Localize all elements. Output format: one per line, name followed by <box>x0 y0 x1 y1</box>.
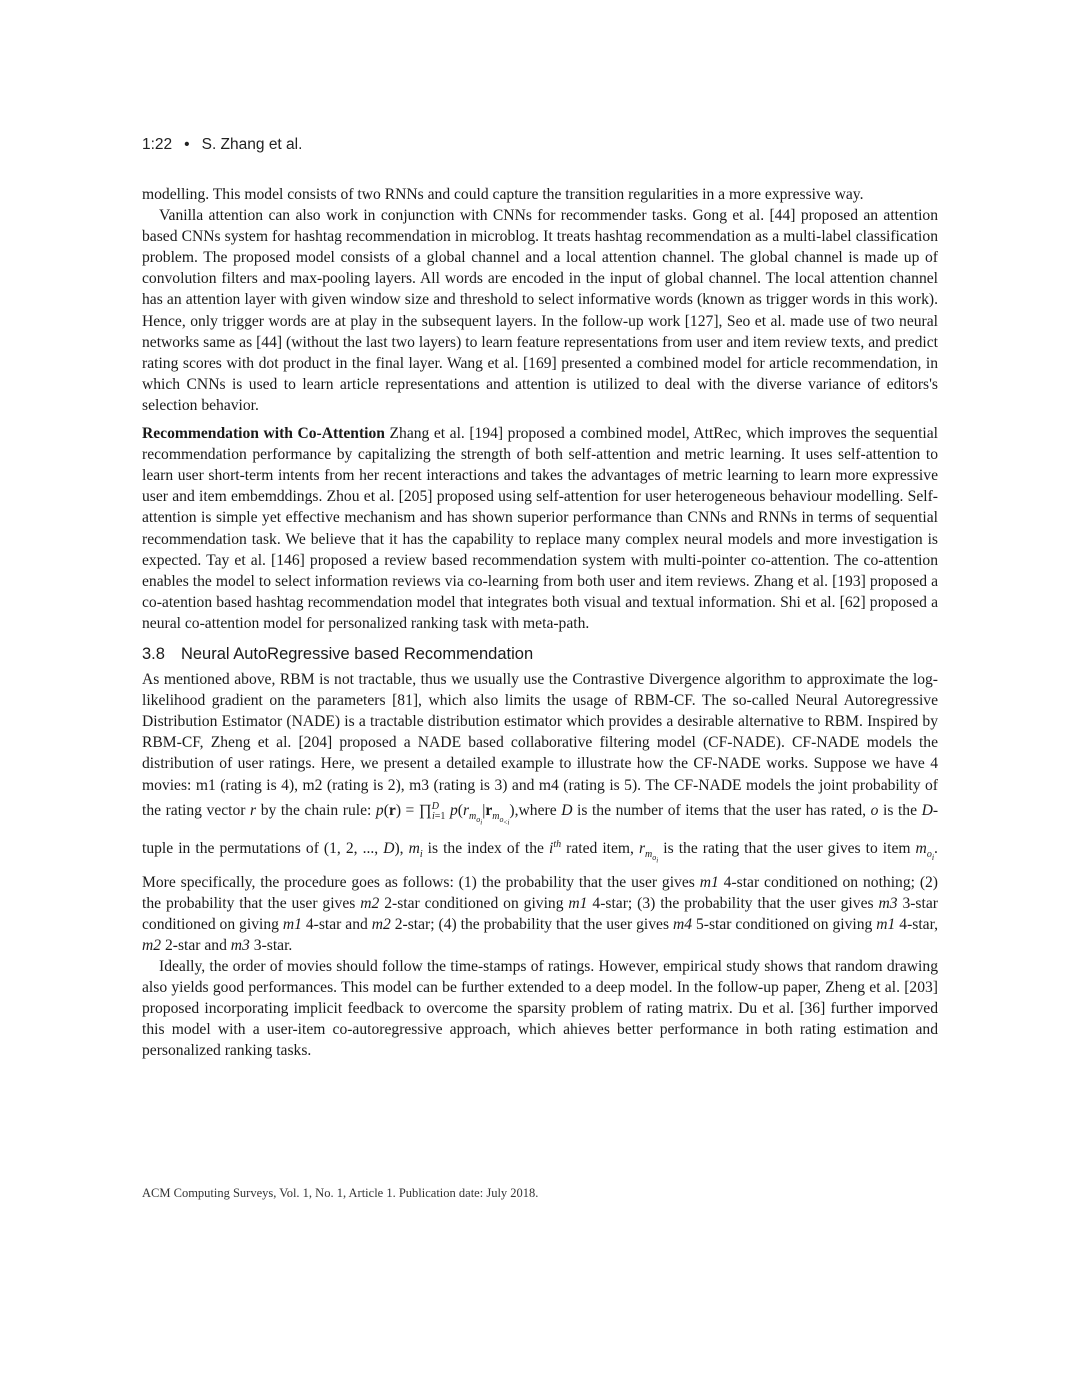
run-in-heading-co-attention: Recommendation with Co-Attention <box>142 425 385 443</box>
math-m-i: $m_i$ <box>408 839 423 860</box>
page-footer: ACM Computing Surveys, Vol. 1, No. 1, Article 1. Publication date: July 2018. <box>142 1186 539 1200</box>
paragraph-vanilla-attention-cnn: Vanilla attention can also work in conjunction with CNNs for recommender tasks. Gong et al. [44] proposed an attention based CNNs system for hashtag recommendation in microblog. It treats hashtag recommendation as a multi-label classification problem. The proposed model consists of a global channel and a local attention channel. The global channel is made up of convolution filters and max-pooling layers. All words are encoded in the input of global channel. The local attention channel has an attention layer with given window size and threshold to select informative words (known as trigger words in this work). Hence, only trigger words are at play in the subsequent layers. In the follow-up work [127], Seo et al. made use of two neural networks same as [44] (without the last two layers) to learn feature representations from user and item review texts, and predict rating scores with dot product in the final layer. Wang et al. [169] presented a combined model for article recommendation, in which CNNs is used to learn article representations and attention is utilized to deal with the diverse variance of editors's selection behavior. <box>142 207 938 414</box>
section-heading <box>142 644 938 665</box>
header-bullet: • <box>184 136 190 153</box>
page-number: 1:22 <box>142 136 173 153</box>
chain-rule-equation: p(r) = ∏$^D_{i=1}$ $p(r_{m_{o_i}}|r_{m_{o_{<i}}})$ <box>375 800 515 827</box>
header-authors: S. Zhang et al. <box>201 136 303 153</box>
paragraph-co-attention-text: Zhang et al. [194] proposed a combined model, AttRec, which improves the sequential recommendation performance by capitalizing the strength of both self-attention and metric learning. It uses self-attention to learn user short-term intents from her recent interactions and takes the advantages of metric learning to learn more expressive user and item embemddings. Zhou et al. [205] proposed using self-attention for user heterogeneous behaviour modelling. Self-attention is simple yet effective mechanism and has shown superior performance than CNNs and RNNs in terms of sequential recommendation task. We believe that it has the capability to replace many complex neural models and more investigation is expected. Tay et al. [146] proposed a review based recommendation system with multi-pointer co-attention. The co-attention enables the model to select information reviews via co-learning from both user and item reviews. Zhang et al. [193] proposed a co-atention based hashtag recommendation model that integrates both visual and textual information. Shi et al. [62] proposed a neural co-attention model for personalized ranking task with meta-path. <box>142 425 938 632</box>
section-number: 3.8 <box>142 644 165 663</box>
paragraph-nade: As mentioned above, RBM is not tractable, thus we usually use the Contrastive Divergence algorithm to approximate the log-likelihood gradient on the parameters [81], which also limits the usage of RBM-CF. The so-called Neural Autoregressive Distribution Estimator (NADE) is a tractable distribution estimator which provides a desirable alternative to RBM. Inspired by RBM-CF, Zheng et al. [204] proposed a NADE based collaborative filtering model (CF-NADE). CF-NADE models the distribution of user ratings. Here, we present a detailed example to illustrate how the CF-NADE works. Suppose we have 4 movies: m1 (rating is 4), m2 (rating is 2), m3 (rating is 3) and m4 (rating is 5). The CF-NADE models the joint probability of the rating vector r by the chain rule: p(r) = ∏$^D_{i=1}$ $p(r_{m_{o_i}}|r_{m_{o_{<i}}}),where$ D is the number of items that the user has rated, o is the D-tuple in the permutations of (1, 2, ..., D), $m_i$ is the index of the $i^{th}$ rated item, $r_{m_{o_i}}$ is the rating that the user gives to item $m_{o_i}$. More specifically, the procedure goes as follows: (1) the probability that the user gives m1 4-star conditioned on nothing; (2) the probability that the user gives m2 2-star conditioned on giving m1 4-star; (3) the probability that the user gives m3 3-star conditioned on giving m1 4-star and m2 2-star; (4) the probability that the user gives m4 5-star conditioned on giving m1 4-star, m2 2-star and m3 3-star. <box>142 671 939 954</box>
paragraph-co-attention <box>142 423 938 634</box>
math-r-moi: $r_{m_{o_i}}$ <box>638 839 659 865</box>
paragraph-continuation: modelling. This model consists of two RNNs and could capture the transition regularities in a more expressive way. <box>142 186 864 203</box>
math-m-oi: $m_{o_i}$ <box>915 839 935 862</box>
math-i-th: $i^{th}$ <box>548 838 562 857</box>
running-head <box>142 136 302 154</box>
body-text <box>142 184 938 1061</box>
section-title: Neural AutoRegressive based Recommendation <box>180 644 534 663</box>
paragraph-movie-order: Ideally, the order of movies should follow the time-stamps of ratings. However, empirical study shows that random drawing also yields good performances. This model can be further extended to a deep model. In the follow-up paper, Zheng et al. [203] proposed incorporating implicit feedback to overcome the sparsity problem of rating matrix. Du et al. [36] further imporved this model with a user-item co-autoregressive approach, which ahieves better performance in both rating estimation and personalized ranking tasks. <box>142 957 938 1060</box>
math-r: r <box>250 801 257 819</box>
